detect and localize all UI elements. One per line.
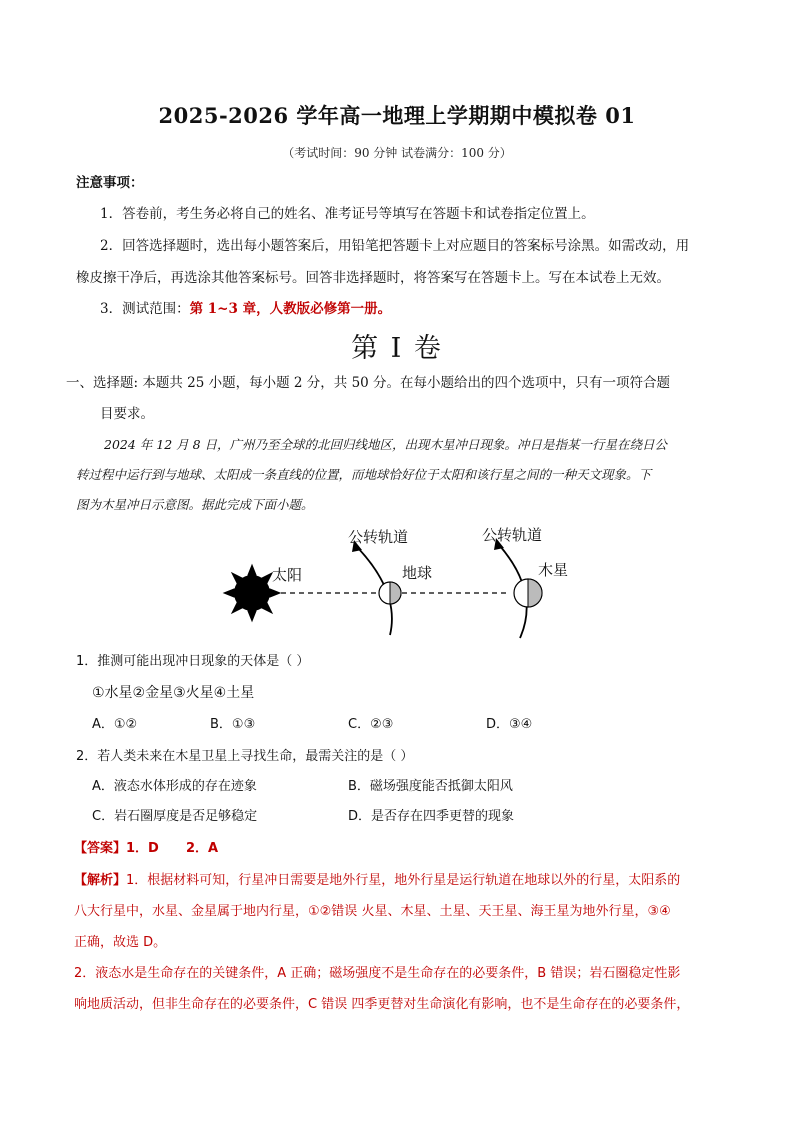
exam-subtitle: （考试时间：90 分钟 试卷满分：100 分） — [282, 146, 512, 160]
analysis-tag: 【解析】 — [74, 873, 127, 888]
jupiter-label: 木星 — [538, 561, 569, 579]
q1-option-c: C．②③ — [348, 717, 394, 732]
exam-title: 2025-2026 学年高一地理上学期期中模拟卷 01 — [158, 103, 636, 128]
jupiter-icon — [514, 579, 542, 607]
q1-items: ①水星②金星③火星④土星 — [92, 685, 255, 701]
analysis-line-4: 2．液态水是生命存在的关键条件，A 正确；磁场强度不是生命存在的必要条件，B 错误；岩石圈稳定性影 — [74, 966, 681, 981]
sun-label: 太阳 — [272, 566, 303, 584]
notice-item-1: 1．答卷前，考生务必将自己的姓名、准考证号等填写在答题卡和试卷指定位置上。 — [100, 206, 595, 222]
analysis-line-5: 响地质活动，但非生命存在的必要条件，C 错误 四季更替对生命演化有影响，也不是生命存在的必要条件， — [74, 997, 690, 1012]
analysis-line-1 — [74, 870, 680, 892]
jupiter-opposition-diagram — [210, 520, 580, 645]
material-line-1: 2024 年 12 月 8 日，广州乃至全球的北回归线地区，出现木星冲日现象。冲日是指某一行星在绕日公 — [104, 437, 668, 452]
notice-item-2-line-1: 2．回答选择题时，选出每小题答案后，用铅笔把答题卡上对应题目的答案标号涂黑。如需改动，用 — [100, 238, 690, 254]
q2-stem: 2．若人类未来在木星卫星上寻找生命，最需关注的是（ ） — [76, 749, 414, 764]
notice-item-3-prefix: 3．测试范围： — [100, 301, 190, 317]
answer-text: 1．D 2．A — [126, 841, 219, 856]
section-heading-line-2: 目要求。 — [100, 406, 154, 422]
section-heading-line-1: 一、选择题: 本题共 25 小题，每小题 2 分，共 50 分。在每小题给出的四个选项中，只有一项符合题 — [66, 375, 671, 391]
notice-heading: 注意事项： — [76, 175, 144, 191]
q2-option-c: C．岩石圈厚度是否足够稳定 — [92, 809, 258, 824]
earth-icon — [379, 582, 401, 604]
jupiter-orbit-label: 公转轨道 — [482, 526, 543, 544]
test-scope: 第 1~3 章，人教版必修第一册。 — [189, 301, 392, 317]
analysis-text-1: 1．根据材料可知，行星冲日需要是地外行星，地外行星是运行轨道在地球以外的行星，太阳系的 — [126, 873, 681, 888]
q1-option-b: B．①③ — [210, 717, 256, 732]
q1-stem: 1．推测可能出现冲日现象的天体是（ ） — [76, 654, 310, 669]
material-line-3: 图为木星冲日示意图。据此完成下面小题。 — [76, 497, 314, 512]
q2-option-d: D．是否存在四季更替的现象 — [348, 809, 515, 824]
notice-item-3 — [100, 298, 391, 320]
answer-tag: 【答案】 — [74, 841, 127, 856]
notice-item-2-line-2: 橡皮擦干净后，再选涂其他答案标号。回答非选择题时，将答案写在答题卡上。写在本试卷上无效。 — [76, 270, 670, 286]
earth-orbit-label: 公转轨道 — [348, 528, 409, 546]
analysis-line-3: 正确，故选 D。 — [74, 935, 167, 950]
volume-title: 第 I 卷 — [351, 333, 443, 364]
q2-option-a: A．液态水体形成的存在迹象 — [92, 779, 257, 794]
analysis-line-2: 八大行星中，水星、金星属于地内行星，①②错误 火星、木星、土星、天王星、海王星为地外行星，③④ — [74, 904, 671, 919]
q1-option-a: A．①② — [92, 717, 138, 732]
q2-option-b: B．磁场强度能否抵御太阳风 — [348, 779, 513, 794]
material-line-2: 转过程中运行到与地球、太阳成一条直线的位置，而地球恰好位于太阳和该行星之间的一种天文现象。下 — [76, 467, 652, 482]
earth-label: 地球 — [402, 564, 433, 582]
q1-option-d: D．③④ — [486, 717, 533, 732]
answer-block — [74, 838, 218, 860]
